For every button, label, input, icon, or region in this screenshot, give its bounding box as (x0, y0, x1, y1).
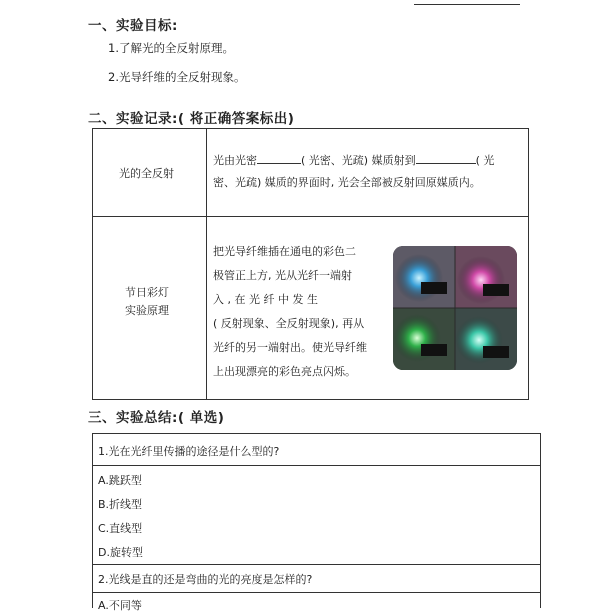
blank-2[interactable] (416, 163, 476, 164)
table-divider-horizontal (93, 216, 528, 217)
question-1: 1.光在光纤里传播的途径是什么型的? (98, 445, 280, 458)
section3-heading: 三、实验总结:( 单选) (88, 410, 225, 426)
row2-label-line2: 实验原理 (125, 304, 169, 317)
row2-label-line1: 节日彩灯 (125, 286, 169, 299)
led-base-2 (483, 284, 509, 296)
led-fiber-photo-svg (393, 246, 517, 370)
record-table (92, 128, 529, 400)
led-base-1 (421, 282, 447, 294)
row2-line-6: 上出现漂亮的彩色亮点闪烁。 (213, 365, 356, 378)
section1-heading: 一、实验目标: (88, 18, 178, 34)
row2-line-5: 光纤的另一端射出。使光导纤维 (213, 341, 367, 354)
blank-1[interactable] (257, 163, 301, 164)
quiz-divider-1 (93, 465, 540, 466)
row2-line-1: 把光导纤维插在通电的彩色二 (213, 245, 356, 258)
row1-text-b: ( 光密、光疏) 媒质射到 (301, 154, 416, 167)
section2-heading: 二、实验记录:( 将正确答案标出) (88, 111, 295, 127)
q1-option-b[interactable]: B.折线型 (98, 498, 143, 511)
glow-blue (395, 254, 443, 302)
glow-magenta (457, 256, 505, 304)
q2-option-a[interactable]: A.不同等 (98, 599, 142, 612)
led-base-4 (483, 346, 509, 358)
led-base-3 (421, 344, 447, 356)
row1-text-line2: 密、光疏) 媒质的界面时, 光会全部被反射回原媒质内。 (213, 176, 481, 189)
quiz-divider-3 (93, 592, 540, 593)
row1-text-a: 光由光密 (213, 154, 257, 167)
row1-text-line1 (213, 150, 494, 172)
q1-option-d[interactable]: D.旋转型 (98, 546, 143, 559)
q1-option-c[interactable]: C.直线型 (98, 522, 143, 535)
goal-item-2: 2.光导纤维的全反射现象。 (108, 70, 246, 84)
row2-line-2: 极管正上方, 光从光纤一端射 (213, 269, 352, 282)
q1-option-a[interactable]: A.跳跃型 (98, 474, 142, 487)
led-fiber-photo (393, 246, 517, 370)
goal-item-1: 1.了解光的全反射原理。 (108, 41, 234, 55)
row1-label: 光的全反射 (119, 167, 174, 180)
quiz-divider-2 (93, 564, 540, 565)
table-divider-vertical (206, 129, 207, 399)
row2-line-3: 入 , 在 光 纤 中 发 生 (213, 293, 318, 306)
top-rule (414, 4, 520, 5)
question-2: 2.光线是直的还是弯曲的光的亮度是怎样的? (98, 573, 313, 586)
row1-text-c: ( 光 (475, 154, 495, 167)
quiz-table (92, 433, 541, 612)
row2-line-4: ( 反射现象、全反射现象), 再从 (213, 317, 365, 330)
